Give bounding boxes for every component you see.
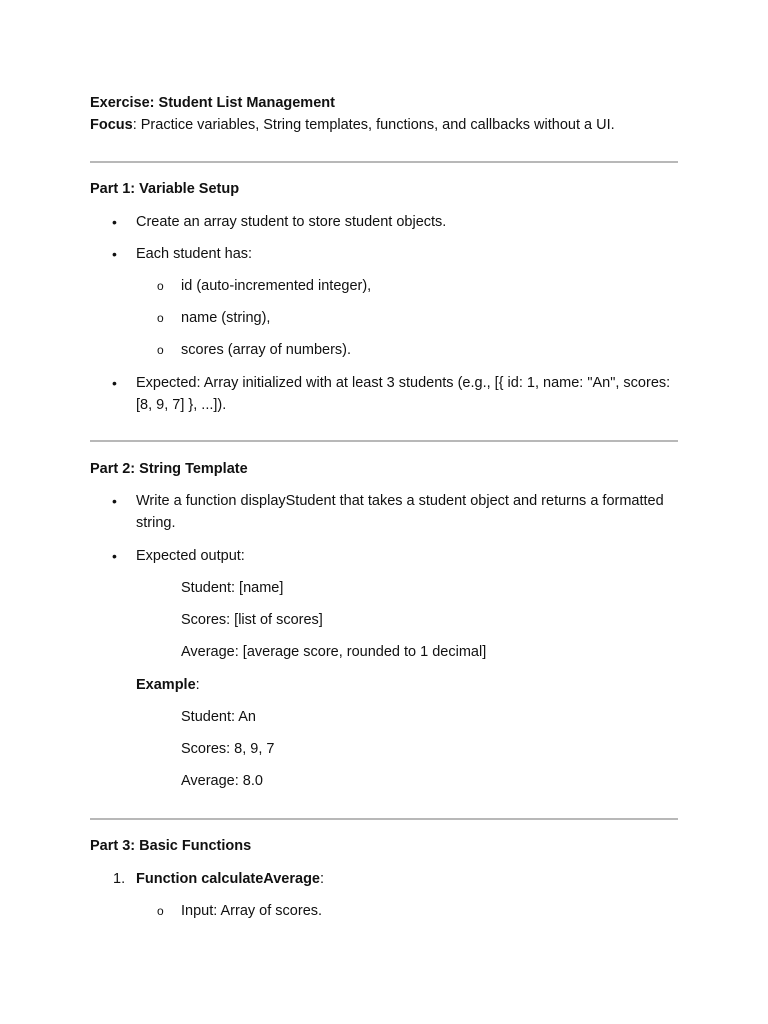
part2-heading: Part 2: String Template xyxy=(90,461,248,477)
sub-bullet-marker: o xyxy=(157,311,164,325)
focus-line xyxy=(90,114,615,136)
part1-sub-1: id (auto-incremented integer), xyxy=(181,278,372,294)
example-colon: : xyxy=(195,677,200,693)
part1-heading: Part 1: Variable Setup xyxy=(90,181,240,197)
part1-sub-3: scores (array of numbers). xyxy=(181,342,352,358)
bullet-marker: • xyxy=(112,548,117,564)
part2-bullet-2: Expected output: xyxy=(136,548,245,564)
bullet-marker: • xyxy=(112,246,117,262)
divider xyxy=(90,818,678,820)
part3-item-1-colon: : xyxy=(320,871,325,887)
sub-bullet-marker: o xyxy=(157,279,164,293)
document-title: Exercise: Student List Management xyxy=(90,95,335,111)
list-number: 1. xyxy=(113,871,126,887)
expected-output-line-1: Student: [name] xyxy=(181,580,284,596)
example-heading xyxy=(136,674,200,696)
part1-bullet-2: Each student has: xyxy=(136,246,253,262)
bullet-marker: • xyxy=(112,493,117,509)
example-label: Example xyxy=(136,677,196,693)
part3-item-1 xyxy=(136,868,324,890)
sub-bullet-marker: o xyxy=(157,904,164,918)
expected-output-line-3: Average: [average score, rounded to 1 decimal] xyxy=(181,644,487,660)
part3-item-1-sub-1: Input: Array of scores. xyxy=(181,903,323,919)
part3-item-1-label: Function calculateAverage xyxy=(136,871,320,887)
part1-bullet-3: Expected: Array initialized with at least 3 students (e.g., [{ id: 1, name: "An", scores: [8, 9, 7] }, ...]). xyxy=(136,375,671,413)
example-line-2: Scores: 8, 9, 7 xyxy=(181,741,275,757)
divider xyxy=(90,440,678,442)
divider xyxy=(90,161,678,163)
focus-text: : Practice variables, String templates, functions, and callbacks without a UI. xyxy=(132,117,615,133)
part3-heading: Part 3: Basic Functions xyxy=(90,838,252,854)
part1-sub-2: name (string), xyxy=(181,310,271,326)
example-line-1: Student: An xyxy=(181,709,256,725)
bullet-marker: • xyxy=(112,214,117,230)
focus-label: Focus xyxy=(90,117,133,133)
part1-bullet-1: Create an array student to store student objects. xyxy=(136,214,447,230)
sub-bullet-marker: o xyxy=(157,343,164,357)
part2-bullet-1: Write a function displayStudent that takes a student object and returns a formatted string. xyxy=(136,493,664,531)
expected-output-line-2: Scores: [list of scores] xyxy=(181,612,323,628)
bullet-marker: • xyxy=(112,375,117,391)
example-line-3: Average: 8.0 xyxy=(181,773,263,789)
